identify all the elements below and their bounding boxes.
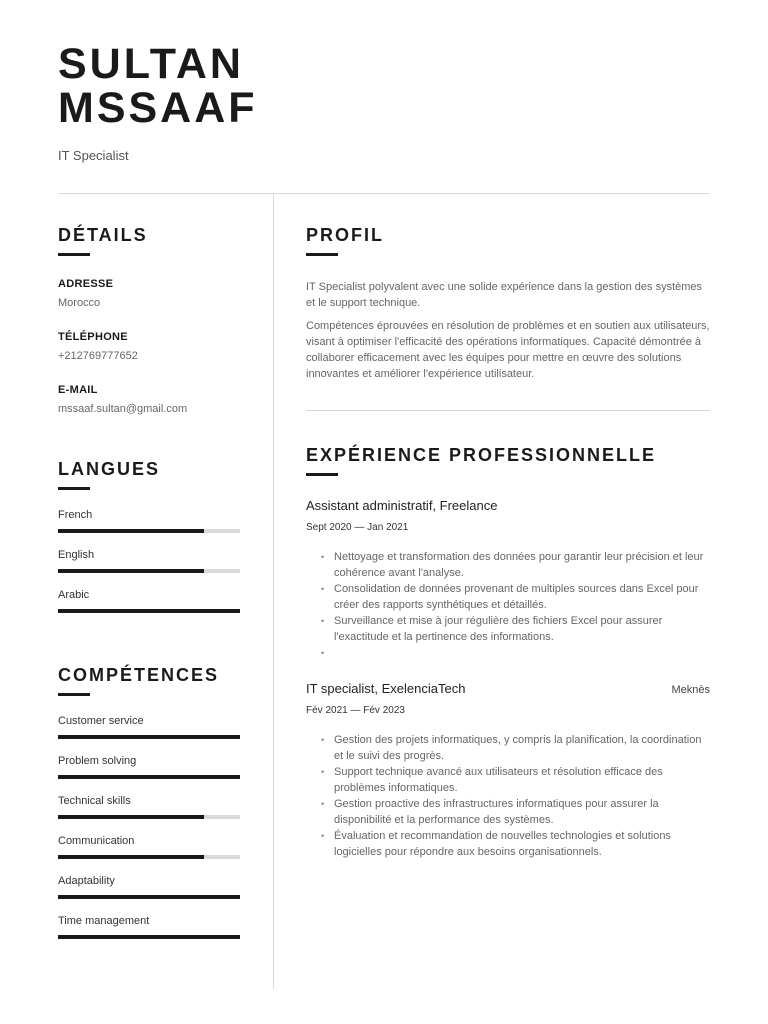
skill-name: Problem solving [58, 755, 137, 767]
skill-item [58, 834, 240, 874]
skill-level-fill [58, 895, 240, 899]
skills-list [58, 714, 240, 954]
skill-item [58, 754, 240, 794]
skill-level-bar [58, 935, 240, 939]
candidate-first-name: SULTAN [58, 40, 244, 88]
address-value: Morocco [58, 297, 101, 309]
job-role: IT specialist, ExelenciaTech [306, 681, 466, 696]
skills-section [58, 664, 240, 954]
job-bullet: • Gestion proactive des infrastructures informatiques pour assurer la disponibilité et la performance des systèmes. [321, 796, 710, 828]
job-bullets [306, 732, 710, 860]
skill-name: Adaptability [58, 875, 115, 887]
skill-item [58, 794, 240, 834]
phone-label: TÉLÉPHONE [58, 331, 128, 343]
job-role: Assistant administratif, Freelance [306, 498, 498, 513]
languages-list [58, 508, 240, 628]
section-underline [58, 693, 90, 696]
skill-level-bar [58, 735, 240, 739]
skill-name: Communication [58, 835, 135, 847]
skill-level-bar [58, 775, 240, 779]
job-bullet [321, 645, 710, 661]
job-city: Meknès [671, 684, 710, 696]
job-entry [306, 498, 710, 661]
language-name: Arabic [58, 589, 90, 601]
section-underline [58, 253, 90, 256]
skill-level-fill [58, 855, 204, 859]
section-underline [306, 253, 338, 256]
profile-section [306, 224, 710, 382]
skill-level-fill [58, 815, 204, 819]
job-bullet: • Nettoyage et transformation des données pour garantir leur précision et leur cohérence avant l'analyse. [321, 549, 710, 581]
job-dates: Sept 2020 — Jan 2021 [306, 522, 409, 533]
email-label: E-MAIL [58, 384, 98, 396]
job-heading [306, 498, 710, 514]
section-underline [306, 473, 338, 476]
skill-level-fill [58, 935, 240, 939]
section-underline [58, 487, 90, 490]
job-bullet: • Évaluation et recommandation de nouvelles technologies et solutions logicielles pour répondre aux besoins organisationnels. [321, 828, 710, 860]
skill-level-fill [58, 775, 240, 779]
skill-level-fill [58, 735, 240, 739]
candidate-last-name: MSSAAF [58, 84, 258, 132]
language-level-fill [58, 609, 240, 613]
left-column [58, 224, 240, 954]
skill-item [58, 914, 240, 954]
profile-paragraph: Compétences éprouvées en résolution de problèmes et en soutien aux utilisateurs, visant à optimiser l'efficacité des opérations informatiques. Capacité démontrée à collaborer efficacement avec les équipes pour mettre en œuvre des solutions innovantes et améliorer l'expérience utilisateur. [306, 320, 710, 380]
job-entry [306, 681, 710, 860]
skill-level-bar [58, 815, 240, 819]
skill-level-bar [58, 895, 240, 899]
job-title: IT Specialist [58, 148, 129, 163]
job-bullet: • Gestion des projets informatiques, y compris la planification, la coordination et le suivi des progrès. [321, 732, 710, 764]
resume-header [58, 42, 258, 163]
job-bullet: • Surveillance et mise à jour régulière des fichiers Excel pour assurer l'exactitude et la pertinence des informations. [321, 613, 710, 645]
profile-title: PROFIL [306, 225, 384, 245]
language-item [58, 508, 240, 548]
skill-item [58, 874, 240, 914]
skill-item [58, 714, 240, 754]
job-heading [306, 681, 710, 697]
column-divider [273, 194, 274, 989]
job-dates: Fév 2021 — Fév 2023 [306, 705, 405, 716]
details-section [58, 224, 240, 416]
address-label: ADRESSE [58, 278, 114, 290]
section-divider [306, 410, 710, 411]
job-bullet: • Consolidation de données provenant de multiples sources dans Excel pour créer des rapports synthétiques et détaillés. [321, 581, 710, 613]
language-item [58, 548, 240, 588]
profile-paragraph: IT Specialist polyvalent avec une solide expérience dans la gestion des systèmes et le support technique. [306, 281, 703, 309]
skills-title: COMPÉTENCES [58, 665, 220, 685]
language-level-bar [58, 609, 240, 613]
header-divider [58, 193, 710, 194]
languages-title: LANGUES [58, 459, 161, 479]
right-column [306, 224, 710, 860]
job-bullet: • Support technique avancé aux utilisateurs et résolution efficace des problèmes informatiques. [321, 764, 710, 796]
skill-level-bar [58, 855, 240, 859]
skill-name: Customer service [58, 715, 144, 727]
job-bullets [306, 549, 710, 661]
skill-name: Technical skills [58, 795, 131, 807]
details-title: DÉTAILS [58, 225, 148, 245]
phone-value: +212769777652 [58, 350, 138, 362]
skill-name: Time management [58, 915, 150, 927]
email-value: mssaaf.sultan@gmail.com [58, 403, 188, 415]
language-level-bar [58, 529, 240, 533]
experience-section [306, 444, 710, 860]
languages-section [58, 458, 240, 628]
language-level-fill [58, 529, 204, 533]
language-level-bar [58, 569, 240, 573]
language-item [58, 588, 240, 628]
language-name: English [58, 549, 95, 561]
experience-title: EXPÉRIENCE PROFESSIONNELLE [306, 445, 657, 465]
language-name: French [58, 509, 93, 521]
language-level-fill [58, 569, 204, 573]
